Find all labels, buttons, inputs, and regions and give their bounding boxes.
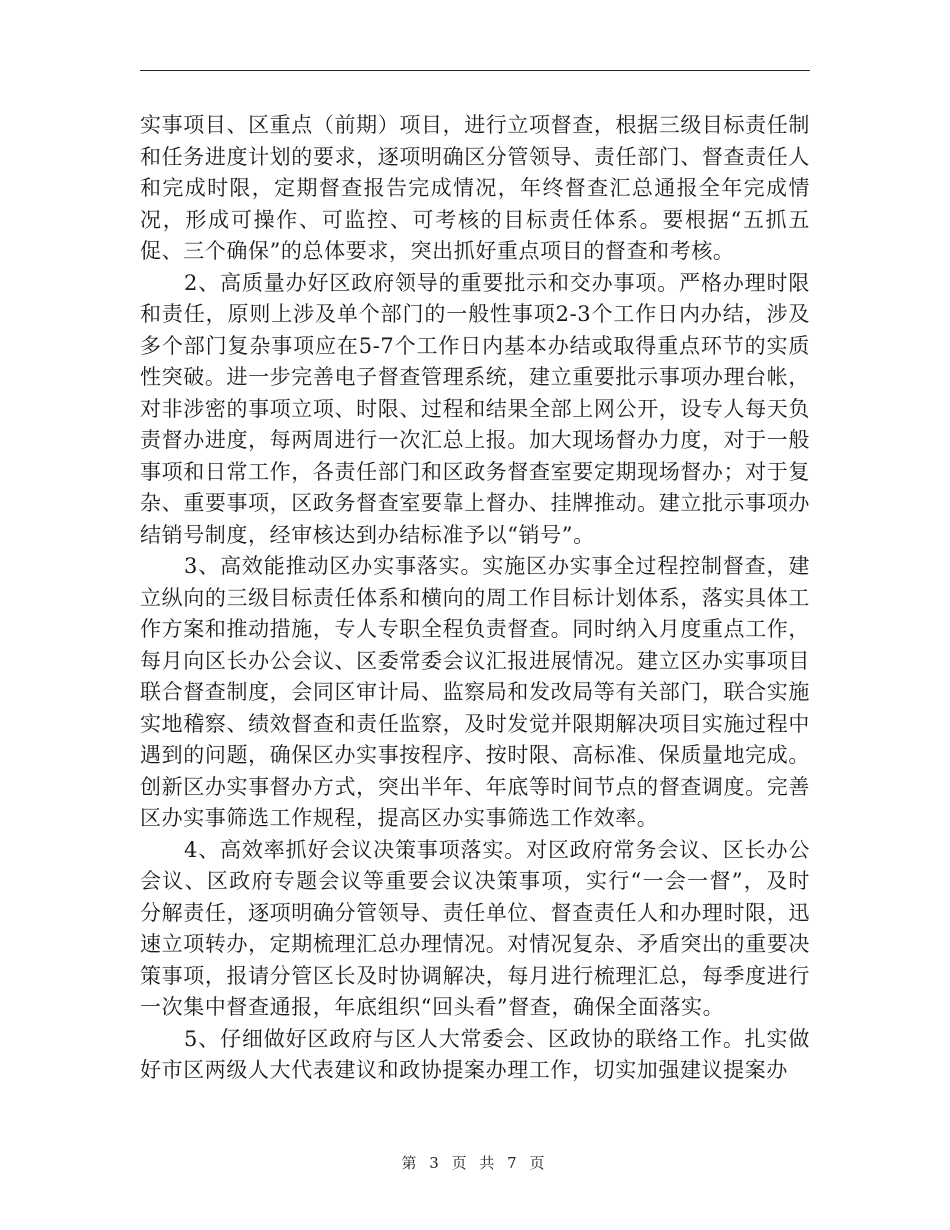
paragraph-continuation: 实事项目、区重点（前期）项目，进行立项督查，根据三级目标责任制和任务进度计划的要求，逐项明确区分管领导、责任部门、督查责任人和完成时限，定期督查报告完成情况，年终督查汇总通报全年完成情况，形成可操作、可监控、可考核的目标责任体系。要根据“五抓五促、三个确保”的总体要求，突出抓好重点项目的督查和考核。 bbox=[140, 113, 810, 263]
document-body bbox=[140, 110, 810, 1087]
page-number-footer: 第 3 页 共 7 页 bbox=[401, 1154, 549, 1172]
paragraph-item-2: 2、高质量办好区政府领导的重要批示和交办事项。严格办理时限和责任，原则上涉及单个部门的一般性事项2-3个工作日内办结，涉及多个部门复杂事项应在5-7个工作日内基本办结或取得重点环节的实质性突破。进一步完善电子督查管理系统，建立重要批示事项办理台帐，对非涉密的事项立项、时限、过程和结果全部上网公开，设专人每天负责督办进度，每两周进行一次汇总上报。加大现场督办力度，对于一般事项和日常工作，各责任部门和区政务督查室要定期现场督办；对于复杂、重要事项，区政务督查室要靠上督办、挂牌推动。建立批示事项办结销号制度，经审核达到办结标准予以“销号”。 bbox=[140, 270, 810, 547]
paragraph-item-5: 5、仔细做好区政府与区人大常委会、区政协的联络工作。扎实做好市区两级人大代表建议和政协提案办理工作，切实加强建议提案办 bbox=[140, 1026, 810, 1082]
paragraph-item-4: 4、高效率抓好会议决策事项落实。对区政府常务会议、区长办公会议、区政府专题会议等重要会议决策事项，实行“一会一督”，及时分解责任，逐项明确分管领导、责任单位、督查责任人和办理时限，迅速立项转办，定期梳理汇总办理情况。对情况复杂、矛盾突出的重要决策事项，报请分管区长及时协调解决，每月进行梳理汇总，每季度进行一次集中督查通报，年底组织“回头看”督查，确保全面落实。 bbox=[140, 837, 810, 1019]
header-rule bbox=[140, 70, 810, 71]
paragraph-item-3: 3、高效能推动区办实事落实。实施区办实事全过程控制督查，建立纵向的三级目标责任体系和横向的周工作目标计划体系，落实具体工作方案和推动措施，专人专职全程负责督查。同时纳入月度重点工作，每月向区长办公会议、区委常委会议汇报进展情况。建立区办实事项目联合督查制度，会同区审计局、监察局和发改局等有关部门，联合实施实地稽察、绩效督查和责任监察，及时发觉并限期解决项目实施过程中遇到的问题，确保区办实事按程序、按时限、高标准、保质量地完成。创新区办实事督办方式，突出半年、年底等时间节点的督查调度。完善区办实事筛选工作规程，提高区办实事筛选工作效率。 bbox=[140, 554, 810, 830]
